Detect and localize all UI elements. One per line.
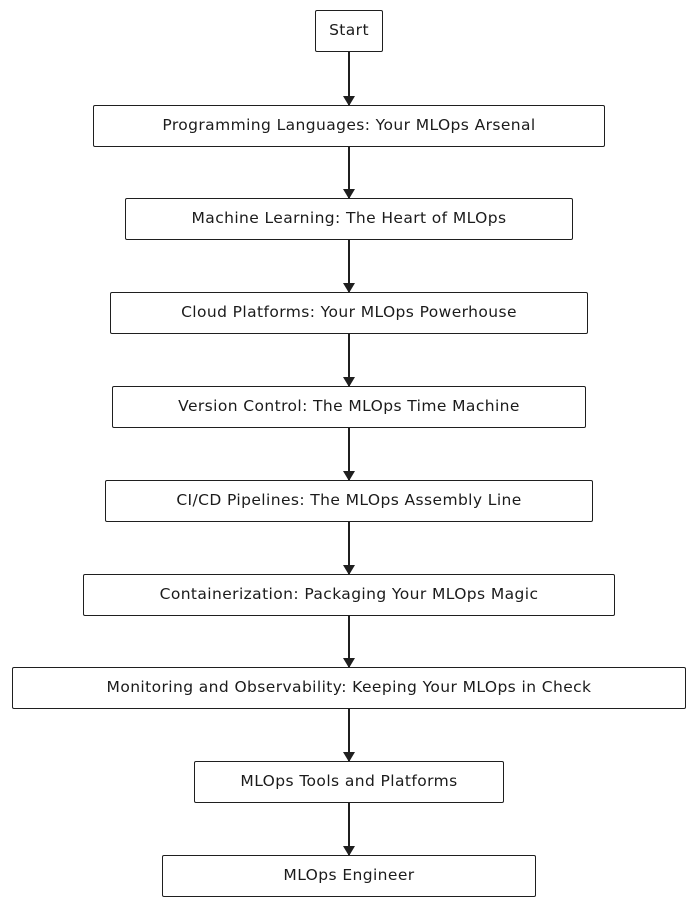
flow-connector-cloud-to-version-control xyxy=(348,334,350,386)
flow-node-programming-languages[interactable] xyxy=(93,105,605,147)
flow-connector-start-to-languages xyxy=(348,52,350,105)
flow-connector-machine-learning-to-cloud xyxy=(348,240,350,292)
flow-node-label: MLOps Engineer xyxy=(283,866,415,885)
flow-node-label: CI/CD Pipelines: The MLOps Assembly Line xyxy=(176,491,522,510)
flow-connector-version-control-to-cicd xyxy=(348,428,350,480)
flow-node-monitoring-observability[interactable] xyxy=(12,667,686,709)
flow-node-label: Machine Learning: The Heart of MLOps xyxy=(191,209,507,228)
flow-connector-containerization-to-monitoring xyxy=(348,616,350,667)
flow-node-label: Version Control: The MLOps Time Machine xyxy=(178,397,520,416)
flow-node-label: MLOps Tools and Platforms xyxy=(240,772,458,791)
flow-connector-cicd-to-containerization xyxy=(348,522,350,574)
flow-node-label: Cloud Platforms: Your MLOps Powerhouse xyxy=(181,303,517,322)
flow-node-cicd-pipelines[interactable] xyxy=(105,480,593,522)
flow-node-label: Programming Languages: Your MLOps Arsenal xyxy=(162,116,536,135)
flow-connector-tools-to-engineer xyxy=(348,803,350,855)
flow-node-start[interactable] xyxy=(315,10,383,52)
flow-connector-monitoring-to-tools xyxy=(348,709,350,761)
flow-node-mlops-tools-platforms[interactable] xyxy=(194,761,504,803)
flow-node-label: Containerization: Packaging Your MLOps Magic xyxy=(159,585,539,604)
flow-node-cloud-platforms[interactable] xyxy=(110,292,588,334)
flow-node-version-control[interactable] xyxy=(112,386,586,428)
flow-node-label: Monitoring and Observability: Keeping Your MLOps in Check xyxy=(106,678,592,697)
flow-node-machine-learning[interactable] xyxy=(125,198,573,240)
flow-connector-languages-to-machine-learning xyxy=(348,147,350,198)
flow-node-containerization[interactable] xyxy=(83,574,615,616)
flow-node-label: Start xyxy=(329,21,369,40)
flow-node-mlops-engineer[interactable] xyxy=(162,855,536,897)
